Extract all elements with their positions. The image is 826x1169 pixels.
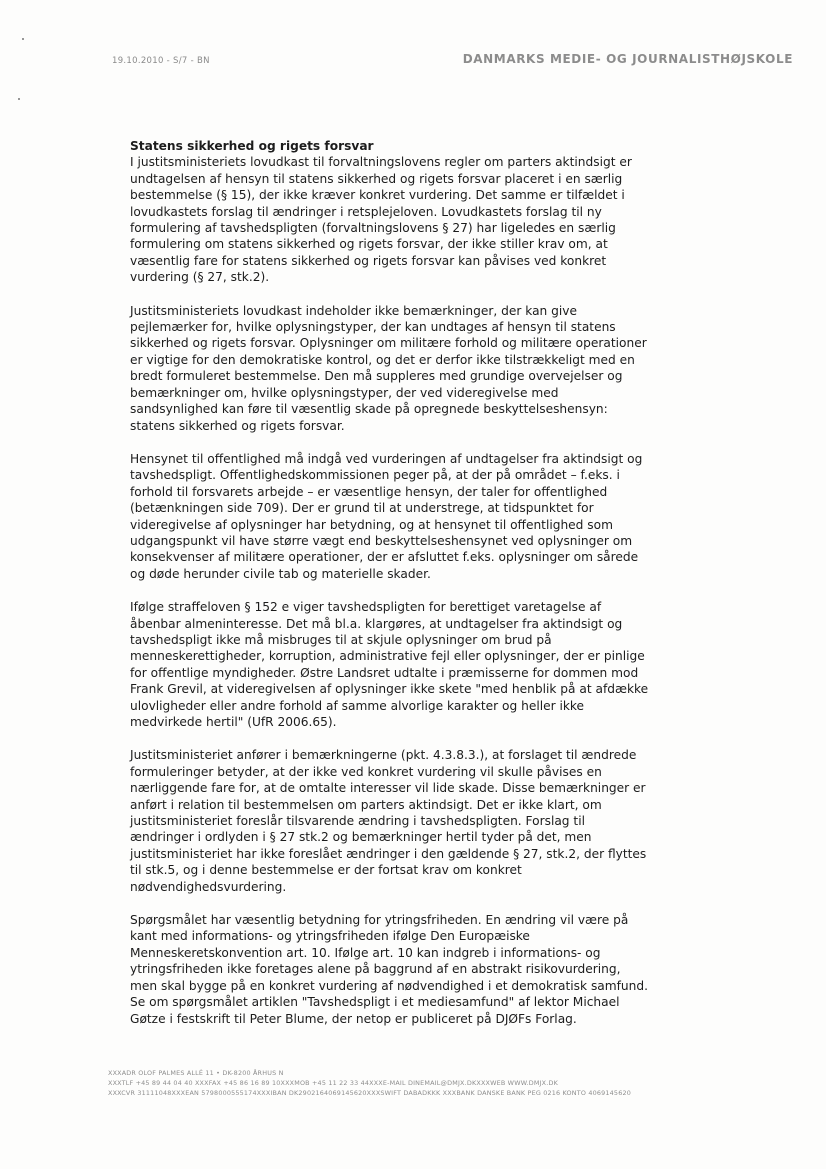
page-reference: 19.10.2010 - S/7 - BN [112, 56, 210, 66]
paragraph: Hensynet til offentlighed må indgå ved vurderingen af undtagelser fra aktindsigt og tavshedspligt. Offentlighedskommissionen peger på, at der på området – f.eks. i forhold til forsvarets arbejde – er væsentlige hensyn, der taler for offentlighed (betænkningen side 709). Der er grund til at understrege, at tidspunktet for videregivelse af oplysninger har betydning, og at hensynet til offentlighed som udgangspunkt vil have større vægt end beskyttelseshensynet ved oplysninger om konsekvenser af militære operationer, der er afsluttet f.eks. oplysninger om sårede og døde herunder civile tab og materielle skader. [130, 451, 643, 581]
paragraph: Justitsministeriet anfører i bemærkningerne (pkt. 4.3.8.3.), at forslaget til ændrede formuleringer betyder, at der ikke ved konkret vurdering vil skulle påvises en nærliggende fare for, at de omtalte interesser vil lide skade. Disse bemærkninger er anført i relation til bestemmelsen om parters aktindsigt. Det er ikke klart, om justitsministeriet foreslår tilsvarende ændring i tavshedspligten. Forslag til ændringer i ordlyden i § 27 stk.2 og bemærkninger hertil tyder på det, men justitsministeriet har ikke foreslået ændringer i den gældende § 27, stk.2, der flyttes til stk.5, og i denne bestemmelse er der fortsat krav om konkret nødvendighedsvurdering. [130, 748, 647, 894]
organization-header: DANMARKS MEDIE- OG JOURNALISTHØJSKOLE [462, 52, 793, 66]
scan-speck [18, 98, 20, 100]
document-body [130, 138, 650, 1044]
footer-address: XXXADR OLOF PALMES ALLÉ 11 • DK-8200 ÅRHUS N [108, 1069, 284, 1077]
paragraph: I justitsministeriets lovudkast til forvaltningslovens regler om parters aktindsigt er undtagelsen af hensyn til statens sikkerhed og rigets forsvar placeret i en særlig bestemmelse (§ 15), der ikke kræver konkret vurdering. Det samme er tilfældet i lovudkastets forslag til ændringer i retsplejeloven. Lovudkastets forslag til ny formulering af tavshedspligten (forvaltningslovens § 27) har ligeledes en særlig formulering om statens sikkerhed og rigets forsvar, der ikke stiller krav om, at væsentlig fare for statens sikkerhed og rigets forsvar kan påvises ved konkret vurdering (§ 27, stk.2). [130, 155, 632, 285]
footer-phone-web: XXXTLF +45 89 44 04 40 XXXFAX +45 86 16 89 10XXXMOB +45 11 22 33 44XXXE-MAIL DINEMAIL@DMJX.DKXXXWEB WWW.DMJX.DK [108, 1079, 558, 1087]
scan-speck [22, 38, 24, 40]
footer-contact [108, 1068, 728, 1098]
footer-bank: XXXCVR 31111048XXXEAN 5798000555174XXXIBAN DK2902164069145620XXXSWIFT DABADKKK XXXBANK DANSKE BANK PEG 0216 KONTO 4069145620 [108, 1089, 631, 1097]
section-title: Statens sikkerhed og rigets forsvar [130, 139, 374, 153]
paragraph: Ifølge straffeloven § 152 e viger tavshedspligten for berettiget varetagelse af åbenbar almeninteresse. Det må bl.a. klargøres, at undtagelser fra aktindsigt og tavshedspligt ikke må misbruges til at skjule oplysninger om brud på menneskerettigheder, korruption, administrative fejl eller oplysninger, der er pinlige for offentlige myndigheder. Østre Landsret udtalte i præmisserne for dommen mod Frank Grevil, at videregivelsen af oplysninger ikke skete "med henblik på at afdække ulovligheder eller andre forhold af samme alvorlige karakter og heller ikke medvirkede hertil" (UfR 2006.65). [130, 600, 649, 729]
paragraph: Justitsministeriets lovudkast indeholder ikke bemærkninger, der kan give pejlemærker for, hvilke oplysningstyper, der kan undtages af hensyn til statens sikkerhed og rigets forsvar. Oplysninger om militære forhold og militære operationer er vigtige for den demokratiske kontrol, og det er derfor ikke tilstrækkeligt med en bredt formuleret bestemmelse. Den må suppleres med grundige overvejelser og bemærkninger om, hvilke oplysningstyper, der ved videregivelse med sandsynlighed kan føre til væsentlig skade på opregnede beskyttelseshensyn: statens sikkerhed og rigets forsvar. [130, 303, 647, 433]
paragraph: Spørgsmålet har væsentlig betydning for ytringsfriheden. En ændring vil være på kant med informations- og ytringsfriheden ifølge Den Europæiske Menneskeretskonvention art. 10. Ifølge art. 10 kan indgreb i informations- og ytringsfriheden ikke foretages alene på baggrund af en abstrakt risikovurdering, men skal bygge på en konkret vurdering af nødvendighed i et demokratisk samfund. Se om spørgsmålet artiklen "Tavshedspligt i et mediesamfund" af lektor Michael Gøtze i festskrift til Peter Blume, der netop er publiceret på DJØFs Forlag. [130, 913, 648, 1026]
